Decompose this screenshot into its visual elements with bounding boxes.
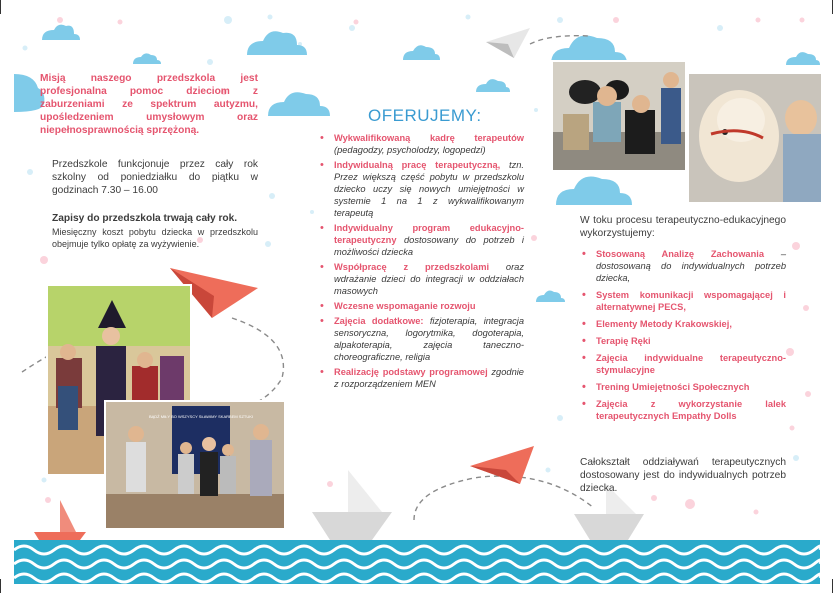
- list-item: • Indywidualny program edukacyjno-terapeutyczny dostosowany do potrzeb i możliwości dziecka: [318, 222, 524, 258]
- list-item: • Zajęcia z wykorzystanie lalek terapeutycznych Empathy Dolls: [580, 398, 786, 422]
- list-item: • Terapię Ręki: [580, 335, 786, 347]
- enrollment-title: Zapisy do przedszkola trwają cały rok.: [52, 213, 238, 224]
- list-item: • Indywidualną pracę terapeutyczną, tzn. Przez większą część pobytu w przedszkolu dziecko uczy się nowych umiejętności w systemie 1 na 1 z wykwalifikowanym terapeutą: [318, 159, 524, 219]
- list-item: • Trening Umiejętności Społecznych: [580, 381, 786, 393]
- offer-list: [318, 132, 524, 393]
- list-item: • Wczesne wspomaganie rozwoju: [318, 300, 524, 312]
- list-item: • Zajęcia indywidualne terapeutyczno-stymulacyjne: [580, 352, 786, 376]
- photo-children-performance: [104, 400, 286, 530]
- list-item: • Wykwalifikowaną kadrę terapeutów (pedagodzy, psycholodzy, logopedzi): [318, 132, 524, 156]
- photo-alpaca-therapy: [687, 72, 823, 204]
- tools-intro: W toku procesu terapeutyczno-edukacyjnego wykorzystujemy:: [580, 215, 786, 239]
- list-item: • System komunikacji wspomagającej i alternatywnej PECS,: [580, 289, 786, 313]
- opening-hours: Przedszkole funkcjonuje przez cały rok szkolny od poniedziałku do piątku w godzinach 7.30 – 16.00: [52, 159, 258, 196]
- sea-waves: [14, 540, 820, 584]
- closing-text: Całokształt oddziaływań terapeutycznych dostosowany jest do indywidualnych potrzeb dziecka.: [580, 457, 786, 494]
- list-item: • Elementy Metody Krakowskiej,: [580, 318, 786, 330]
- offer-heading: OFERUJEMY:: [368, 106, 482, 125]
- photo-sign-text: BĄDŹ MIŁY BO WSZYSCY SŁAWIMY SKARBEM SZTUKI: [148, 414, 254, 419]
- photo-dog-therapy: [551, 60, 687, 172]
- list-item: • Realizację podstawy programowej zgodnie z rozporządzeniem MEN: [318, 366, 524, 390]
- list-item: • Zajęcia dodatkowe: fizjoterapia, integracja sensoryczna, logorytmika, dogoterapia, alpakoterapia, zajęcia taneczno-choreograficzne, religia: [318, 315, 524, 363]
- enrollment-note: Miesięczny koszt pobytu dziecka w przedszkolu obejmuje tylko opłatę za wyżywienie.: [52, 227, 258, 249]
- list-item: • Współpracę z przedszkolami oraz wdrażanie dzieci do integracji w oddziałach masowych: [318, 261, 524, 297]
- tools-list: [580, 248, 786, 427]
- mission-statement: Misją naszego przedszkola jest profesjonalna pomoc dzieciom z zaburzeniami ze spektrum autyzmu, upośledzeniem umysłowym oraz niepełnosprawnością sprzężoną.: [40, 73, 258, 136]
- list-item: • Stosowaną Analizę Zachowania – dostosowaną do indywidualnych potrzeb dziecka,: [580, 248, 786, 284]
